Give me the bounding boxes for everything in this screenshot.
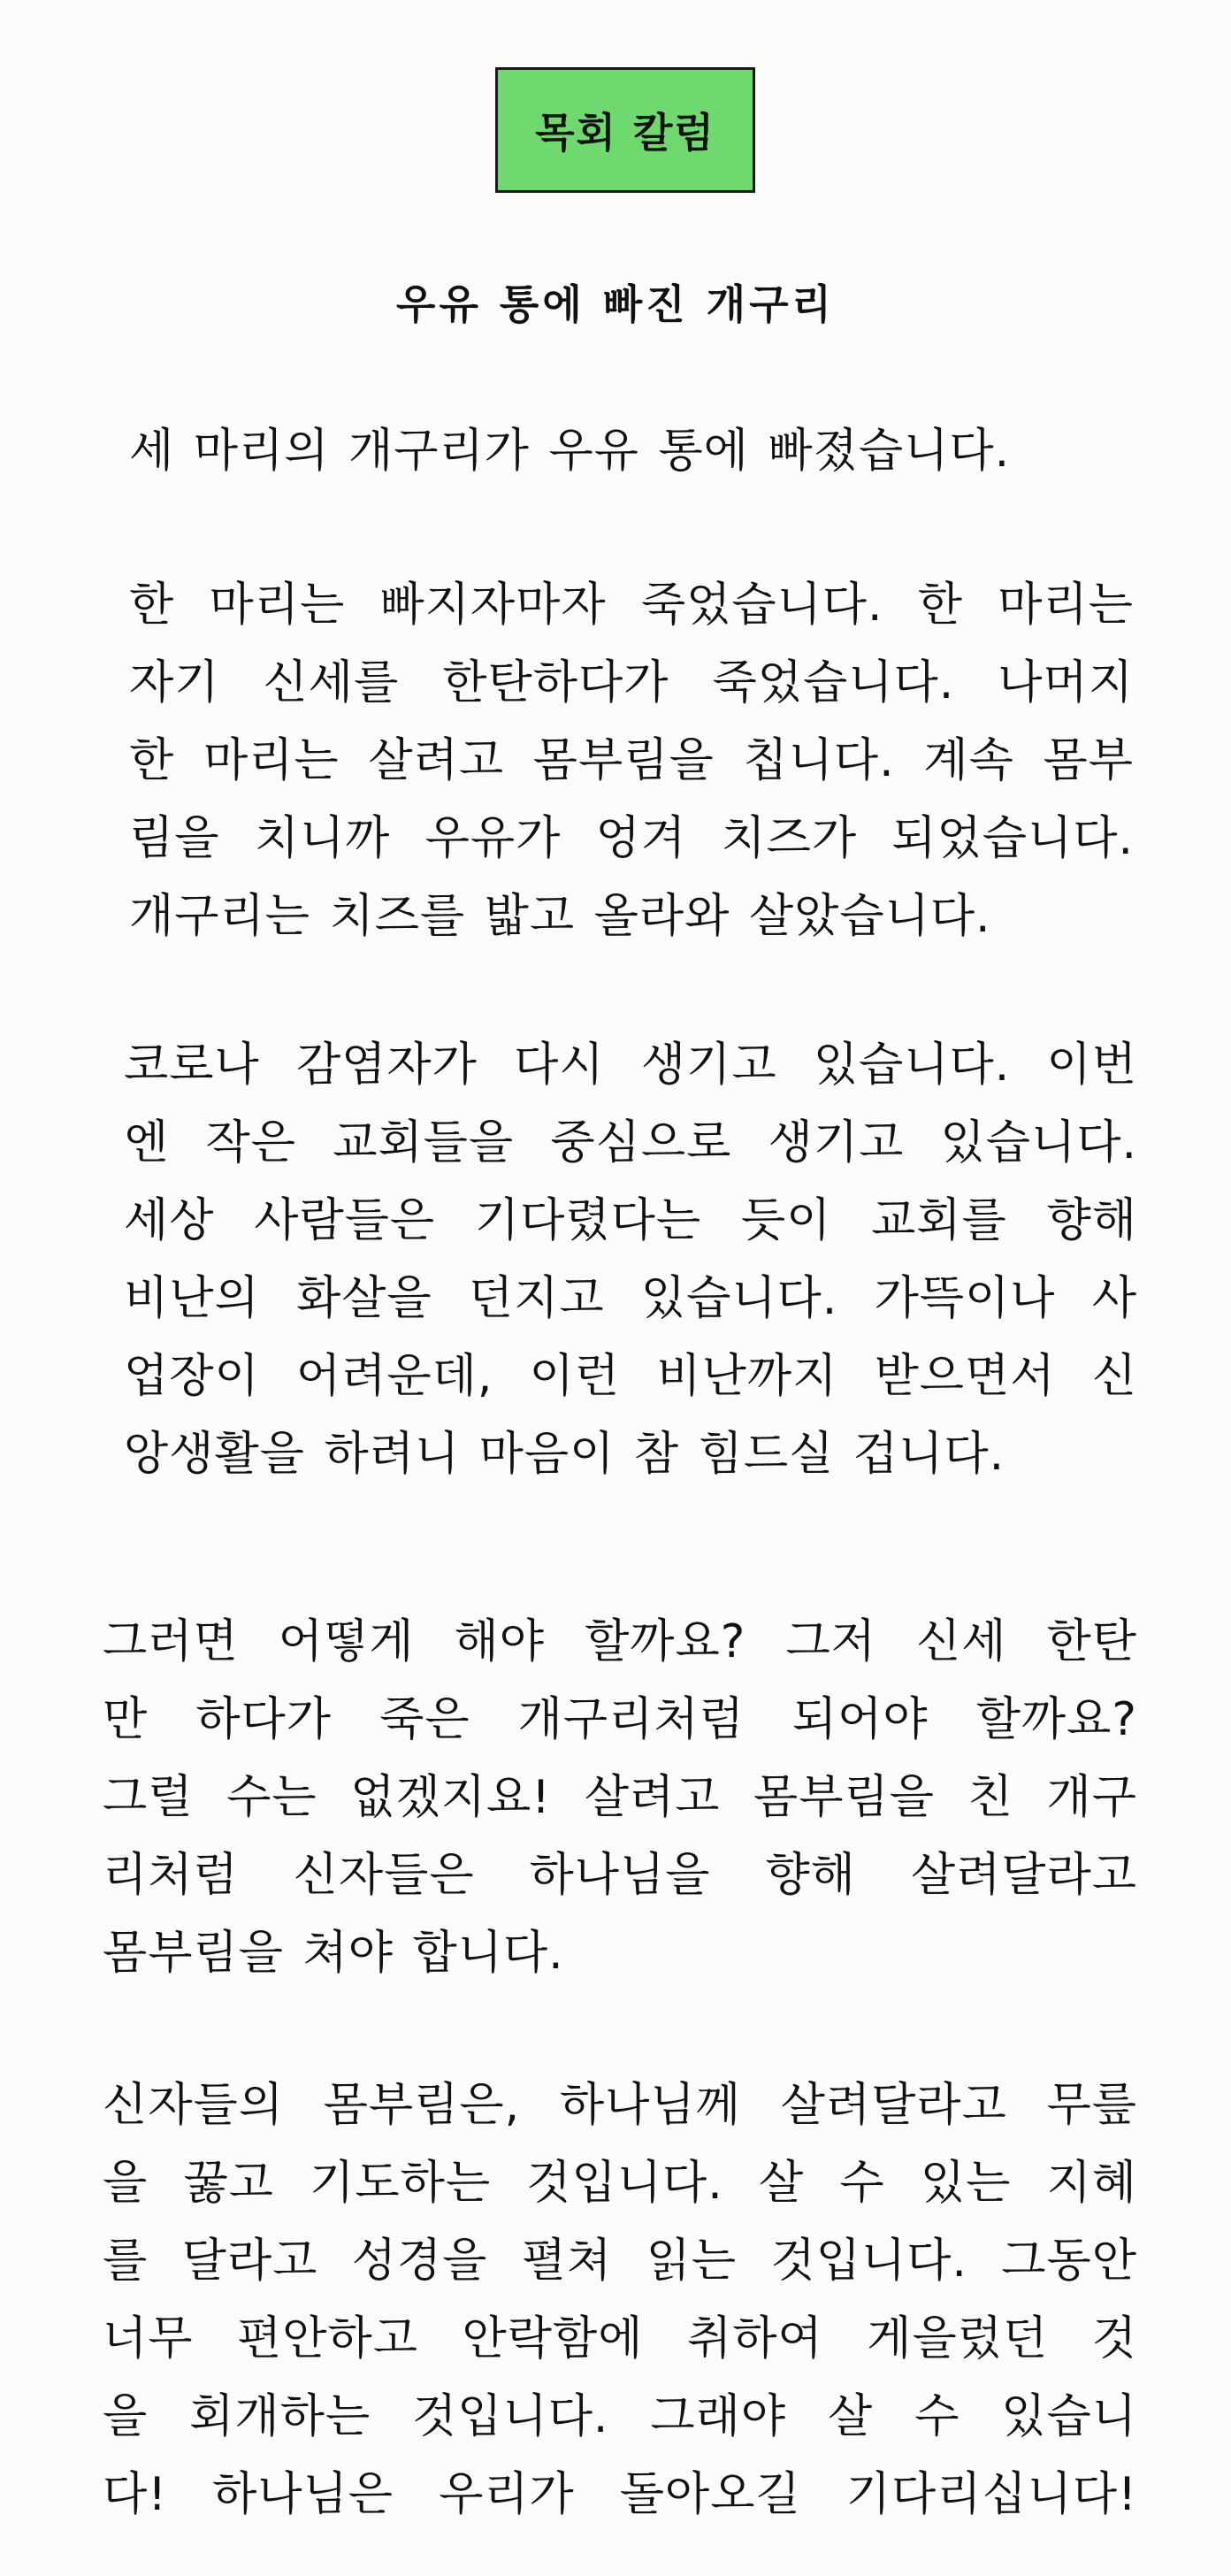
paragraph-line: 비난의 화살을 던지고 있습니다. 가뜩이나 사 [124, 1272, 1137, 1325]
paragraph-line: 한 마리는 빠지자마자 죽었습니다. 한 마리는 [129, 579, 1134, 632]
paragraph-line: 코로나 감염자가 다시 생기고 있습니다. 이번 [124, 1039, 1137, 1092]
paragraph-line: 업장이 어려운데, 이런 비난까지 받으면서 신 [124, 1350, 1137, 1403]
paragraph-2 [129, 566, 1134, 955]
paragraph-5 [103, 2066, 1137, 2534]
paragraph-line: 개구리는 치즈를 밟고 올라와 살았습니다. [129, 890, 991, 943]
column-title: 우유 통에 빠진 개구리 [396, 280, 835, 328]
paragraph-line: 신자들의 몸부림은, 하나님께 살려달라고 무릎 [103, 2079, 1137, 2132]
column-category-badge: 목회 칼럼 [495, 67, 755, 193]
paragraph-line: 을 꿇고 기도하는 것입니다. 살 수 있는 지혜 [103, 2157, 1137, 2210]
paragraph-line: 만 하다가 죽은 개구리처럼 되어야 할까요? [103, 1693, 1137, 1746]
paragraph-line: 다! 하나님은 우리가 돌아오길 기다리십니다! [103, 2468, 1137, 2521]
paragraph-line: 세상 사람들은 기다렸다는 듯이 교회를 향해 [124, 1194, 1137, 1247]
paragraph-line: 자기 신세를 한탄하다가 죽었습니다. 나머지 [129, 656, 1134, 709]
paragraph-line: 리처럼 신자들은 하나님을 향해 살려달라고 [103, 1849, 1137, 1902]
paragraph-line: 세 마리의 개구리가 우유 통에 빠졌습니다. [129, 425, 1011, 478]
paragraph-line: 그럴 수는 없겠지요! 살려고 몸부림을 친 개구 [103, 1771, 1137, 1824]
paragraph-line: 너무 편안하고 안락함에 취하여 게을렀던 것 [103, 2312, 1137, 2365]
paragraph-line: 림을 치니까 우유가 엉겨 치즈가 되었습니다. [129, 812, 1134, 865]
paragraph-line: 그러면 어떻게 해야 할까요? 그저 신세 한탄 [103, 1615, 1137, 1668]
paragraph-line: 앙생활을 하려니 마음이 참 힘드실 겁니다. [124, 1428, 1005, 1481]
paragraph-line: 을 회개하는 것입니다. 그래야 살 수 있습니 [103, 2390, 1137, 2443]
paragraph-1 [129, 412, 1181, 490]
paragraph-4 [103, 1603, 1137, 1992]
paragraph-line: 몸부림을 쳐야 합니다. [103, 1927, 564, 1980]
paragraph-line: 한 마리는 살려고 몸부림을 칩니다. 계속 몸부 [129, 734, 1134, 787]
paragraph-line: 를 달라고 성경을 펼쳐 읽는 것입니다. 그동안 [103, 2235, 1137, 2288]
paragraph-line: 엔 작은 교회들을 중심으로 생기고 있습니다. [124, 1116, 1137, 1169]
paragraph-3 [124, 1026, 1137, 1493]
